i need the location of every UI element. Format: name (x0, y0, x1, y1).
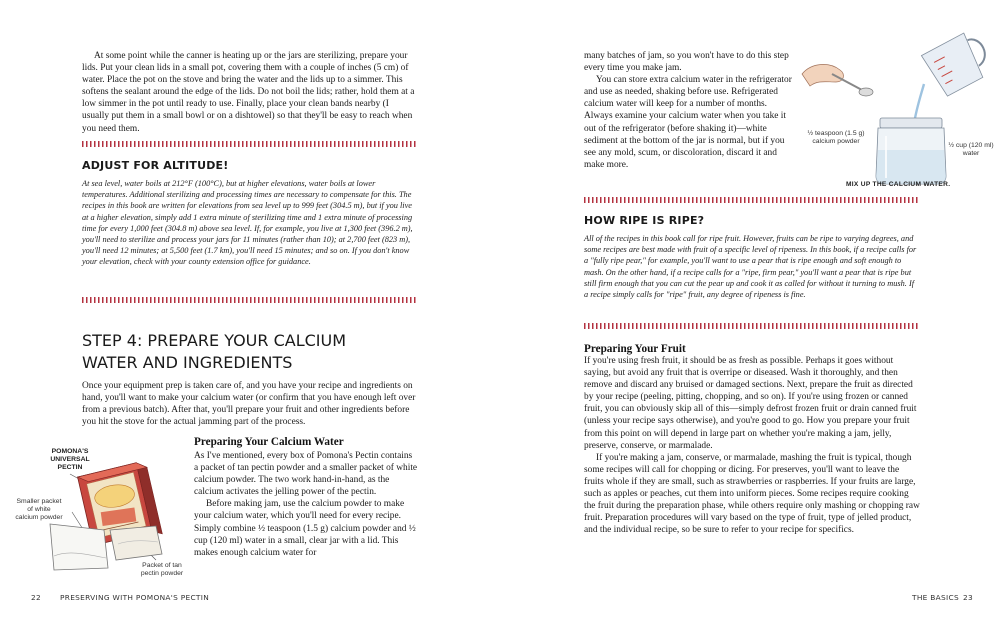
divider-ripe-bottom (584, 323, 918, 329)
calcium-illustration-caption: MIX UP THE CALCIUM WATER. (846, 181, 951, 188)
label-white-line1: Smaller packet (16, 498, 62, 505)
divider-altitude-bottom (82, 297, 416, 303)
fruit-para1: If you're using fresh fruit, it should be as fresh as possible. Perhaps it goes without saying, but avoid any fruit that is overripe or diseased. Wash it thoroughly, and then remove and discard any bruised or damaged sections. Next, prepare the fruit as directed by your recipe (peeling, pitting, chopping, and so on). If you're using frozen or canned fruit, you can obviously skip all of this—simply defrost frozen fruit or drain canned fruit (unless your recipe says otherwise), and you're good to go. How you prepare your fruit from this point on will depend in large part on whether you're making a jam, jelly, preserve, conserve, or marmalade. (584, 356, 917, 451)
step-intro: Once your equipment prep is taken care of, and you have your recipe and ingredients on hand, you'll want to make your calcium water (or confirm that you have enough left over from a previous batch). After that, you'll prepare your fruit and other ingredients before you hit the stove for the actual jamming part of the process. (82, 381, 416, 428)
label-cup-line1: ½ cup (120 ml) (948, 142, 994, 149)
right-page (500, 0, 1000, 617)
footer-title-right: THE BASICS (912, 593, 959, 602)
continued-section (584, 50, 796, 171)
label-tan-line1: Packet of tan (142, 562, 182, 569)
footer-page-number-left: 22 (31, 593, 42, 602)
label-teaspoon (796, 130, 876, 146)
fruit-para2: If you're making a jam, conserve, or marmalade, mashing the fruit is typical, though some recipes will call for chopping or dicing. For preserves, you'll want to leave the fruits whole if they are small, such as strawberries or raspberries. If your fruits are large, such as apples or peaches, cut them into uniform pieces. Some recipes require cooking the fruit during the preparation phase, while others require only mashing or chopping raw fruit. Preparation procedures will vary based on the type of fruit, type of jelled product, and the individual recipe, so be sure to refer to your recipe for specifics. (584, 452, 920, 536)
step-title-line2: WATER AND INGREDIENTS (82, 353, 293, 372)
calcium-mixing-drawing (796, 32, 1000, 192)
altitude-box-title: ADJUST FOR ALTITUDE! (82, 159, 229, 172)
label-tan-line2: pectin powder (140, 570, 184, 577)
label-cup-line2: water (962, 150, 980, 157)
ripe-box-title: HOW RIPE IS RIPE? (584, 214, 705, 227)
footer-page-number-right: 23 (963, 593, 974, 602)
ripe-box-text: All of the recipes in this book call for ripe fruit. However, fruits can be ripe to varying degrees, and some recipes are best made with fruit of a specific level of ripeness. In this book, if a recipe calls for a "fully ripe pear," for example, you'll want to use a pear that is ripe enough and soft enough to mash. On the other hand, if a recipe calls for a "ripe, firm pear," you'll want a pear that is ripe but still firm enough that you can cut the pear up and cook it as called for without it turning to mush. If a recipe simply calls for "ripe" fruit, any degree of ripeness is fine. (584, 234, 917, 300)
label-box-line2: UNIVERSAL (50, 456, 90, 463)
calcium-para2: Before making jam, use the calcium powder to make your calcium water, which you'll need for every recipe. Simply combine ½ teaspoon (1.5 g) calcium powder and ½ cup (120 ml) water in a small, clear jar with a lid. This makes enough calcium water for (194, 499, 416, 558)
footer-title-left: PRESERVING WITH POMONA'S PECTIN (60, 593, 210, 602)
pectin-box-drawing (6, 446, 192, 586)
intro-text: At some point while the canner is heating up or the jars are sterilizing, prepare your lids. Put your clean lids in a small pot, covering them with a couple of inches (5 cm) of water. Place the pot on the stove and bring the water and the lids up to a simmer. This softens the sealant around the edge of the lids. Do not boil the lids; rather, hold them at a low simmer in the pot until ready to use. Finally, place your clean bands nearby (I usually put them in a small bowl or on a dishtowel) so that they'll be easy to reach when you need them. (82, 51, 415, 134)
fruit-section (584, 343, 920, 536)
divider-top (82, 141, 416, 147)
continued-text: many batches of jam, so you won't have to do this step every time you make jam. (584, 51, 789, 74)
step-title-line1: STEP 4: PREPARE YOUR CALCIUM (82, 331, 347, 350)
storage-paragraph: You can store extra calcium water in the refrigerator and use as needed, shaking before use. Refrigerated calcium water will keep for a number of months. Always examine your calcium water when you take it out of the refrigerator (before shaking it)—white sediment at the bottom of the jar is normal, but if you see any mold, scum, or discoloration, discard it and make more. (584, 75, 792, 170)
calcium-heading: Preparing Your Calcium Water (194, 436, 344, 448)
label-teaspoon-line1: ½ teaspoon (1.5 g) (807, 130, 865, 137)
intro-paragraph (82, 50, 418, 135)
label-white-line3: calcium powder (15, 514, 63, 521)
label-white-line2: of white (27, 506, 51, 513)
pectin-illustration (6, 446, 192, 586)
label-teaspoon-line2: calcium powder (812, 138, 860, 145)
calcium-water-illustration (796, 32, 1000, 192)
label-box-line3: PECTIN (57, 464, 83, 471)
calcium-para1: As I've mentioned, every box of Pomona's Pectin contains a packet of tan pectin powder and a smaller packet of white calcium powder. The two work hand-in-hand, as the calcium activates the jelling power of the pectin. (194, 451, 418, 498)
label-box-line1: POMONA'S (51, 448, 89, 455)
divider-ripe-top (584, 197, 918, 203)
label-cup (942, 142, 1000, 158)
fruit-heading: Preparing Your Fruit (584, 343, 686, 355)
step-title (82, 330, 346, 374)
calcium-section (194, 436, 418, 559)
altitude-box-text: At sea level, water boils at 212°F (100°C), but at higher elevations, water boils at lower temperatures. Additional sterilizing and processing times are necessary to compensate for this. The recipes in this book are written for elevations from sea level up to 999 feet (304.5 m), but if you live at a higher elevation, simply add 1 extra minute of sterilizing time and 1 extra minute of processing time for every 1,000 feet (304.8 m) above sea level. If, for example, you live at 1,300 feet (396.2 m), you'll need to sterilize and process your jars for 11 minutes (rather than 10); at 2,700 feet (823 m), you'll need 12 minutes; at 5,500 feet (1.7 km), you'll need 15 minutes; and so on. If you don't know your elevation, check with your county extension office for guidance. (82, 179, 413, 267)
